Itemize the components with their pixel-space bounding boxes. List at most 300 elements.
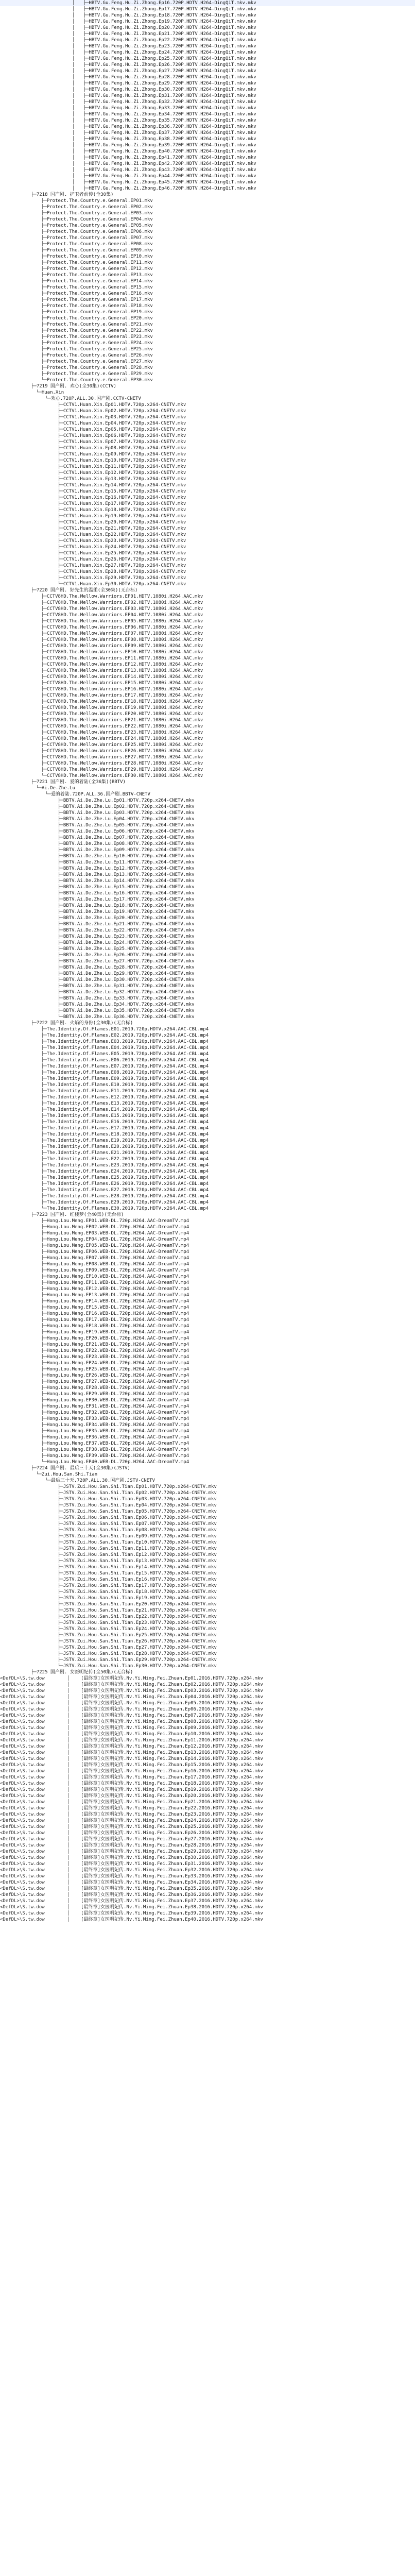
file-item[interactable]: [0, 618, 415, 624]
file-item[interactable]: [0, 1818, 415, 1824]
file-item[interactable]: [0, 1298, 415, 1304]
file-item[interactable]: [0, 377, 415, 383]
subfolder-item[interactable]: [0, 389, 415, 396]
file-item[interactable]: [0, 909, 415, 915]
file-item[interactable]: [0, 1403, 415, 1410]
file-item[interactable]: [0, 1675, 415, 1682]
file-item[interactable]: [0, 544, 415, 550]
file-item[interactable]: [0, 260, 415, 266]
file-item[interactable]: [0, 1131, 415, 1138]
file-item[interactable]: [0, 1898, 415, 1904]
file-item[interactable]: [0, 365, 415, 371]
file-item[interactable]: [0, 872, 415, 878]
file-item[interactable]: [0, 74, 415, 80]
file-item[interactable]: [0, 1428, 415, 1434]
file-item[interactable]: [0, 513, 415, 519]
file-item[interactable]: [0, 1558, 415, 1564]
file-item[interactable]: [0, 1601, 415, 1607]
file-item[interactable]: [0, 686, 415, 692]
file-item[interactable]: [0, 1830, 415, 1836]
file-item[interactable]: [0, 470, 415, 476]
file-item[interactable]: [0, 1107, 415, 1113]
file-item[interactable]: [0, 1706, 415, 1713]
file-item[interactable]: [0, 730, 415, 736]
file-item[interactable]: [0, 828, 415, 835]
file-item[interactable]: [0, 148, 415, 155]
file-item[interactable]: [0, 1008, 415, 1014]
file-item[interactable]: [0, 1750, 415, 1756]
file-item[interactable]: [0, 748, 415, 754]
file-item[interactable]: [0, 1849, 415, 1855]
file-item[interactable]: [0, 1168, 415, 1175]
file-item[interactable]: [0, 309, 415, 315]
file-item[interactable]: [0, 989, 415, 995]
file-item[interactable]: [0, 1842, 415, 1849]
file-item[interactable]: [0, 1175, 415, 1181]
file-item[interactable]: [0, 155, 415, 161]
file-item[interactable]: [0, 662, 415, 668]
file-item[interactable]: [0, 414, 415, 420]
file-item[interactable]: [0, 1045, 415, 1051]
file-item[interactable]: [0, 964, 415, 971]
file-item[interactable]: [0, 1354, 415, 1360]
file-item[interactable]: [0, 291, 415, 297]
file-item[interactable]: [0, 519, 415, 526]
file-item[interactable]: [0, 1119, 415, 1125]
file-item[interactable]: [0, 111, 415, 117]
file-item[interactable]: [0, 223, 415, 229]
file-item[interactable]: [0, 717, 415, 723]
file-item[interactable]: [0, 12, 415, 19]
file-item[interactable]: [0, 216, 415, 223]
file-item[interactable]: [0, 99, 415, 105]
file-item[interactable]: [0, 1595, 415, 1601]
file-item[interactable]: [0, 161, 415, 167]
file-item[interactable]: [0, 1125, 415, 1131]
file-item[interactable]: [0, 1682, 415, 1688]
file-item[interactable]: [0, 1626, 415, 1632]
file-item[interactable]: [0, 235, 415, 241]
file-item[interactable]: [0, 1360, 415, 1366]
file-item[interactable]: [0, 352, 415, 359]
file-item[interactable]: [0, 754, 415, 760]
file-item[interactable]: [0, 538, 415, 544]
file-item[interactable]: [0, 878, 415, 884]
file-item[interactable]: [0, 241, 415, 247]
file-item[interactable]: [0, 62, 415, 68]
file-item[interactable]: [0, 359, 415, 365]
file-item[interactable]: [0, 433, 415, 439]
file-item[interactable]: [0, 37, 415, 43]
file-item[interactable]: [0, 1317, 415, 1323]
file-item[interactable]: [0, 699, 415, 705]
file-item[interactable]: [0, 1440, 415, 1447]
file-item[interactable]: [0, 1187, 415, 1193]
file-item[interactable]: [0, 983, 415, 989]
file-item[interactable]: [0, 457, 415, 464]
file-item[interactable]: [0, 1515, 415, 1521]
file-item[interactable]: [0, 711, 415, 717]
file-item[interactable]: [0, 1218, 415, 1224]
file-item[interactable]: [0, 482, 415, 488]
file-item[interactable]: [0, 1583, 415, 1589]
file-item[interactable]: [0, 204, 415, 210]
file-item[interactable]: [0, 835, 415, 841]
file-item[interactable]: [0, 1502, 415, 1509]
file-item[interactable]: [0, 229, 415, 235]
file-item[interactable]: [0, 1521, 415, 1527]
file-item[interactable]: [0, 526, 415, 532]
file-item[interactable]: [0, 1620, 415, 1626]
file-item[interactable]: [0, 1546, 415, 1552]
subfolder-item[interactable]: [0, 1471, 415, 1478]
file-item[interactable]: [0, 760, 415, 767]
file-item[interactable]: [0, 977, 415, 983]
file-item[interactable]: [0, 501, 415, 507]
file-item[interactable]: [0, 1292, 415, 1298]
file-item[interactable]: [0, 631, 415, 637]
file-item[interactable]: [0, 43, 415, 49]
file-item[interactable]: [0, 1063, 415, 1070]
file-item[interactable]: [0, 1917, 415, 1923]
file-item[interactable]: [0, 1113, 415, 1119]
file-item[interactable]: [0, 1533, 415, 1539]
file-item[interactable]: [0, 1397, 415, 1403]
file-item[interactable]: [0, 1230, 415, 1236]
file-item[interactable]: [0, 1434, 415, 1440]
file-item[interactable]: [0, 130, 415, 136]
file-item[interactable]: [0, 853, 415, 859]
file-item[interactable]: [0, 804, 415, 810]
file-item[interactable]: [0, 742, 415, 748]
file-item[interactable]: [0, 767, 415, 773]
file-item[interactable]: [0, 723, 415, 730]
file-item[interactable]: [0, 1206, 415, 1212]
file-item[interactable]: [0, 1688, 415, 1694]
file-item[interactable]: [0, 606, 415, 612]
file-item[interactable]: [0, 427, 415, 433]
file-item[interactable]: [0, 1725, 415, 1731]
file-item[interactable]: [0, 507, 415, 513]
file-item[interactable]: [0, 934, 415, 940]
file-item[interactable]: [0, 49, 415, 56]
file-item[interactable]: [0, 185, 415, 192]
file-item[interactable]: [0, 903, 415, 909]
file-item[interactable]: [0, 321, 415, 328]
file-item[interactable]: [0, 952, 415, 958]
file-item[interactable]: [0, 0, 415, 6]
file-item[interactable]: [0, 371, 415, 377]
file-item[interactable]: [0, 1836, 415, 1842]
file-item[interactable]: [0, 773, 415, 779]
file-item[interactable]: [0, 1762, 415, 1768]
file-item[interactable]: [0, 340, 415, 346]
file-item[interactable]: [0, 1335, 415, 1342]
file-item[interactable]: [0, 1026, 415, 1032]
file-item[interactable]: [0, 810, 415, 816]
file-item[interactable]: [0, 68, 415, 74]
file-item[interactable]: [0, 1342, 415, 1348]
file-item[interactable]: [0, 550, 415, 556]
subfolder-item[interactable]: [0, 791, 415, 798]
file-item[interactable]: [0, 581, 415, 587]
file-item[interactable]: [0, 1879, 415, 1886]
file-item[interactable]: [0, 1910, 415, 1917]
file-item[interactable]: [0, 1348, 415, 1354]
file-item[interactable]: [0, 31, 415, 37]
file-item[interactable]: [0, 124, 415, 130]
file-item[interactable]: [0, 736, 415, 742]
file-item[interactable]: [0, 1787, 415, 1793]
file-item[interactable]: [0, 958, 415, 964]
file-item[interactable]: [0, 1304, 415, 1311]
file-item[interactable]: [0, 142, 415, 148]
folder-item[interactable]: [0, 587, 415, 594]
file-item[interactable]: [0, 1589, 415, 1595]
file-item[interactable]: [0, 210, 415, 216]
file-item[interactable]: [0, 1873, 415, 1879]
subfolder-item[interactable]: [0, 396, 415, 402]
file-item[interactable]: [0, 1886, 415, 1892]
file-item[interactable]: [0, 1490, 415, 1496]
file-item[interactable]: [0, 1422, 415, 1428]
file-item[interactable]: [0, 136, 415, 142]
file-item[interactable]: [0, 1805, 415, 1811]
file-item[interactable]: [0, 247, 415, 253]
file-item[interactable]: [0, 1459, 415, 1465]
file-item[interactable]: [0, 1719, 415, 1725]
subfolder-item[interactable]: [0, 1478, 415, 1484]
file-item[interactable]: [0, 1781, 415, 1787]
file-item[interactable]: [0, 1224, 415, 1230]
file-item[interactable]: [0, 1039, 415, 1045]
file-item[interactable]: [0, 1861, 415, 1867]
file-item[interactable]: [0, 464, 415, 470]
file-item[interactable]: [0, 798, 415, 804]
file-item[interactable]: [0, 1138, 415, 1144]
file-item[interactable]: [0, 93, 415, 99]
file-item[interactable]: [0, 946, 415, 952]
file-item[interactable]: [0, 649, 415, 655]
file-item[interactable]: [0, 272, 415, 278]
file-item[interactable]: [0, 532, 415, 538]
file-item[interactable]: [0, 167, 415, 173]
file-item[interactable]: [0, 1774, 415, 1781]
file-item[interactable]: [0, 1453, 415, 1459]
file-item[interactable]: [0, 1713, 415, 1719]
file-item[interactable]: [0, 600, 415, 606]
file-item[interactable]: [0, 847, 415, 853]
file-item[interactable]: [0, 1261, 415, 1267]
file-item[interactable]: [0, 420, 415, 427]
file-item[interactable]: [0, 594, 415, 600]
file-item[interactable]: [0, 1756, 415, 1762]
file-item[interactable]: [0, 1694, 415, 1700]
file-item[interactable]: [0, 451, 415, 457]
file-item[interactable]: [0, 1700, 415, 1706]
file-item[interactable]: [0, 1416, 415, 1422]
file-item[interactable]: [0, 927, 415, 934]
file-item[interactable]: [0, 1372, 415, 1379]
file-item[interactable]: [0, 1391, 415, 1397]
folder-item[interactable]: [0, 1212, 415, 1218]
file-item[interactable]: [0, 1070, 415, 1076]
file-item[interactable]: [0, 1552, 415, 1558]
file-item[interactable]: [0, 266, 415, 272]
file-item[interactable]: [0, 488, 415, 495]
file-item[interactable]: [0, 890, 415, 896]
file-item[interactable]: [0, 1249, 415, 1255]
file-item[interactable]: [0, 655, 415, 662]
file-item[interactable]: [0, 705, 415, 711]
file-item[interactable]: [0, 971, 415, 977]
file-item[interactable]: [0, 692, 415, 699]
file-item[interactable]: [0, 556, 415, 563]
file-item[interactable]: [0, 297, 415, 303]
file-item[interactable]: [0, 637, 415, 643]
file-item[interactable]: [0, 1150, 415, 1156]
file-item[interactable]: [0, 612, 415, 618]
file-item[interactable]: [0, 1638, 415, 1645]
file-item[interactable]: [0, 334, 415, 340]
file-item[interactable]: [0, 1199, 415, 1206]
file-item[interactable]: [0, 445, 415, 451]
file-item[interactable]: [0, 995, 415, 1002]
file-item[interactable]: [0, 1100, 415, 1107]
file-item[interactable]: [0, 1570, 415, 1577]
file-item[interactable]: [0, 1162, 415, 1168]
file-item[interactable]: [0, 1286, 415, 1292]
file-item[interactable]: [0, 1737, 415, 1743]
file-item[interactable]: [0, 19, 415, 25]
file-item[interactable]: [0, 1267, 415, 1274]
file-item[interactable]: [0, 1855, 415, 1861]
file-item[interactable]: [0, 476, 415, 482]
file-item[interactable]: [0, 1274, 415, 1280]
file-item[interactable]: [0, 1447, 415, 1453]
file-item[interactable]: [0, 1410, 415, 1416]
file-item[interactable]: [0, 198, 415, 204]
file-item[interactable]: [0, 940, 415, 946]
file-item[interactable]: [0, 80, 415, 87]
file-item[interactable]: [0, 1607, 415, 1614]
file-item[interactable]: [0, 1768, 415, 1774]
file-item[interactable]: [0, 1255, 415, 1261]
file-item[interactable]: [0, 1564, 415, 1570]
file-item[interactable]: [0, 1236, 415, 1243]
file-item[interactable]: [0, 1385, 415, 1391]
folder-item[interactable]: [0, 192, 415, 198]
file-item[interactable]: [0, 859, 415, 866]
file-item[interactable]: [0, 668, 415, 674]
file-item[interactable]: [0, 1082, 415, 1088]
file-item[interactable]: [0, 1280, 415, 1286]
file-item[interactable]: [0, 1731, 415, 1737]
file-item[interactable]: [0, 117, 415, 124]
file-item[interactable]: [0, 896, 415, 903]
file-item[interactable]: [0, 402, 415, 408]
file-item[interactable]: [0, 816, 415, 822]
file-item[interactable]: [0, 1651, 415, 1657]
file-item[interactable]: [0, 866, 415, 872]
file-item[interactable]: [0, 315, 415, 321]
file-item[interactable]: [0, 1892, 415, 1898]
file-item[interactable]: [0, 1076, 415, 1082]
file-item[interactable]: [0, 1867, 415, 1873]
file-item[interactable]: [0, 624, 415, 631]
file-item[interactable]: [0, 1193, 415, 1199]
file-item[interactable]: [0, 328, 415, 334]
file-item[interactable]: [0, 1799, 415, 1805]
file-item[interactable]: [0, 1002, 415, 1008]
file-item[interactable]: [0, 569, 415, 575]
file-item[interactable]: [0, 1484, 415, 1490]
folder-item[interactable]: [0, 383, 415, 389]
file-item[interactable]: [0, 1057, 415, 1063]
file-item[interactable]: [0, 105, 415, 111]
file-item[interactable]: [0, 1323, 415, 1329]
file-item[interactable]: [0, 1663, 415, 1669]
file-item[interactable]: [0, 915, 415, 921]
file-item[interactable]: [0, 1156, 415, 1162]
subfolder-item[interactable]: [0, 785, 415, 791]
file-item[interactable]: [0, 495, 415, 501]
file-item[interactable]: [0, 1539, 415, 1546]
file-item[interactable]: [0, 1181, 415, 1187]
file-item[interactable]: [0, 439, 415, 445]
file-item[interactable]: [0, 1032, 415, 1039]
file-item[interactable]: [0, 1632, 415, 1638]
file-item[interactable]: [0, 674, 415, 680]
file-item[interactable]: [0, 1144, 415, 1150]
file-item[interactable]: [0, 278, 415, 284]
file-item[interactable]: [0, 1366, 415, 1372]
file-item[interactable]: [0, 1614, 415, 1620]
file-item[interactable]: [0, 408, 415, 414]
file-item[interactable]: [0, 87, 415, 93]
file-item[interactable]: [0, 1527, 415, 1533]
file-item[interactable]: [0, 303, 415, 309]
file-item[interactable]: [0, 822, 415, 828]
file-item[interactable]: [0, 179, 415, 185]
file-item[interactable]: [0, 575, 415, 581]
file-item[interactable]: [0, 1329, 415, 1335]
file-item[interactable]: [0, 346, 415, 352]
file-item[interactable]: [0, 1657, 415, 1663]
file-item[interactable]: [0, 1088, 415, 1094]
file-item[interactable]: [0, 1743, 415, 1750]
file-item[interactable]: [0, 921, 415, 927]
folder-item[interactable]: [0, 779, 415, 785]
file-item[interactable]: [0, 1793, 415, 1799]
file-item[interactable]: [0, 253, 415, 260]
file-item[interactable]: [0, 1496, 415, 1502]
file-item[interactable]: [0, 1051, 415, 1057]
file-item[interactable]: [0, 884, 415, 890]
file-item[interactable]: [0, 1243, 415, 1249]
file-item[interactable]: [0, 1645, 415, 1651]
file-item[interactable]: [0, 284, 415, 291]
file-item[interactable]: [0, 173, 415, 179]
file-item[interactable]: [0, 1014, 415, 1020]
file-item[interactable]: [0, 1824, 415, 1830]
file-item[interactable]: [0, 841, 415, 847]
file-item[interactable]: [0, 1509, 415, 1515]
file-item[interactable]: [0, 6, 415, 12]
file-item[interactable]: [0, 1811, 415, 1818]
file-item[interactable]: [0, 1311, 415, 1317]
file-item[interactable]: [0, 1577, 415, 1583]
